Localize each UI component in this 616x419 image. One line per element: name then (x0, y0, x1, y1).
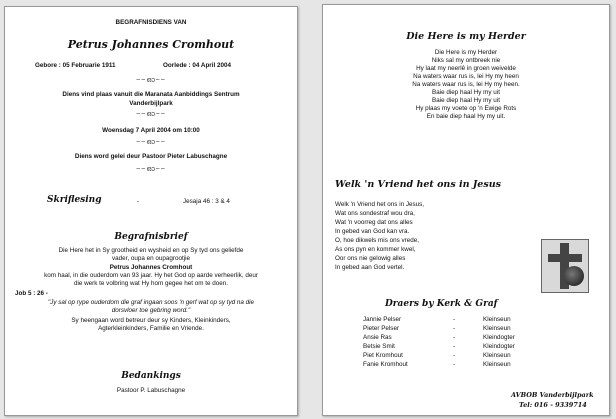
scripture-label: Skriflesing (47, 195, 102, 205)
scripture-reference: Jesaja 46 : 3 & 4 (183, 198, 230, 205)
hymn-title: Welk 'n Vriend het ons in Jesus (335, 179, 501, 190)
bearer-name: Betsie Smit (363, 343, 395, 350)
bearer-relation: Kleindogter (483, 334, 515, 341)
verse-line-2: dorsvloer toe gebring word." (111, 307, 191, 314)
letter-line-5: Sy heengaan word betreur deur sy Kinders, Kleinkinders, (71, 317, 231, 324)
cross-with-flowers-icon (541, 239, 589, 293)
ornament-divider: ~~ഓ~~ (136, 77, 166, 84)
bearer-relation: Kleinseun (483, 361, 511, 368)
ornament-divider: ~~ഓ~~ (136, 139, 166, 146)
bearer-name: Ansie Ras (363, 334, 392, 341)
right-page (322, 4, 610, 416)
bearer-name: Fanie Kromhout (363, 361, 408, 368)
letter-line-2: vader, oupa en oupagrootjie (111, 255, 191, 262)
bearer-relation: Kleinseun (483, 316, 511, 323)
hymn-line: Oor ons nie gelowig alles (335, 255, 406, 262)
funeral-home-name: AVBOB Vanderbijlpark (511, 391, 594, 399)
psalm-line: Baie diep haal Hy my uit (432, 89, 500, 96)
letter-line-4: die werk te volbring wat Hy hom gegee het om te doen. (73, 280, 228, 287)
psalm-line: Na waters waar rus is, lei Hy my heen (413, 73, 519, 80)
hymn-line: Wat ons sondestraf wou dra, (335, 210, 415, 217)
officiant-line: Diens word gelei deur Pastoor Pieter Labuschagne (74, 153, 228, 160)
bearer-dash: - (453, 343, 456, 350)
ornament-divider: ~~ഓ~~ (136, 166, 166, 173)
letter-line-1: Die Here het in Sy grootheid en wysheid en op Sy tyd ons geliefde (58, 247, 244, 254)
letter-title: Begrafnisbrief (114, 232, 188, 242)
letter-line-3: kom haal, in die ouderdom van 93 jaar. Hy het God op aarde verheerlik, deur (44, 272, 258, 279)
letter-deceased-name: Petrus Johannes Cromhout (109, 264, 193, 271)
venue-line-2: Vanderbijlpark (129, 100, 173, 107)
service-header: BEGRAFNISDIENS VAN (115, 19, 187, 26)
bearer-relation: Kleindogter (483, 343, 515, 350)
birth-date: Gebore : 05 Februarie 1911 (35, 62, 116, 69)
thanks-name: Pastoor P. Labuschagne (116, 387, 186, 394)
bearer-relation: Kleinseun (483, 325, 511, 332)
letter-line-6: Agterkleinkinders, Familie en Vriende. (98, 325, 204, 332)
hymn-line: In gebed van God kan vra. (335, 228, 410, 235)
thanks-title: Bedankings (121, 371, 181, 381)
bearer-relation: Kleinseun (483, 352, 511, 359)
hymn-line: Welk 'n Vriend het ons in Jesus, (335, 201, 425, 208)
verse-line-1: "Jy sal op rype ouderdom die graf ingaan soos 'n gerf wat op sy tyd na die (47, 299, 255, 306)
venue-line-1: Diens vind plaas vanuit die Maranata Aanbiddings Sentrum (62, 91, 240, 98)
bearer-name: Jannie Pelser (363, 316, 402, 323)
bearer-name: Piet Kromhout (363, 352, 403, 359)
scripture-dash: - (137, 198, 140, 205)
funeral-home-phone: Tel: 016 - 9339714 (519, 401, 587, 409)
bearers-title: Draers by Kerk & Graf (385, 299, 498, 309)
bearer-dash: - (453, 325, 456, 332)
psalm-line: Die Here is my Herder (434, 49, 498, 56)
verse-reference: Job 5 : 26 - (15, 290, 48, 297)
death-date: Oorlede : 04 April 2004 (163, 62, 232, 69)
service-datetime: Woensdag 7 April 2004 om 10:00 (102, 127, 200, 134)
left-page (4, 6, 298, 416)
bearer-dash: - (453, 361, 456, 368)
hymn-line: As ons pyn en kommer kwel, (335, 246, 416, 253)
bearer-dash: - (453, 316, 456, 323)
psalm-line: Baie diep haal Hy my uit (432, 97, 500, 104)
psalm-title: Die Here is my Herder (406, 31, 526, 42)
psalm-line: Hy laat my neerlê in groen weivelde (416, 65, 516, 72)
hymn-line: In gebed aan God vertel. (335, 264, 405, 271)
hymn-line: Wat 'n voorreg dat ons alles (335, 219, 413, 226)
psalm-line: Na waters waar rus is, lei Hy my heen. (412, 81, 520, 88)
psalm-line: Hy plaas my voete op 'n Ewige Rots (415, 105, 517, 112)
bearer-dash: - (453, 334, 456, 341)
deceased-name: Petrus Johannes Cromhout (67, 38, 235, 51)
ornament-divider: ~~ഓ~~ (136, 111, 166, 118)
hymn-line: O, hoe dikwels mis ons vrede, (335, 237, 419, 244)
bearer-name: Pieter Pelser (363, 325, 400, 332)
psalm-line: En baie diep haal Hy my uit. (426, 113, 506, 120)
psalm-line: Niks sal my ontbreek nie (431, 57, 501, 64)
bearer-dash: - (453, 352, 456, 359)
